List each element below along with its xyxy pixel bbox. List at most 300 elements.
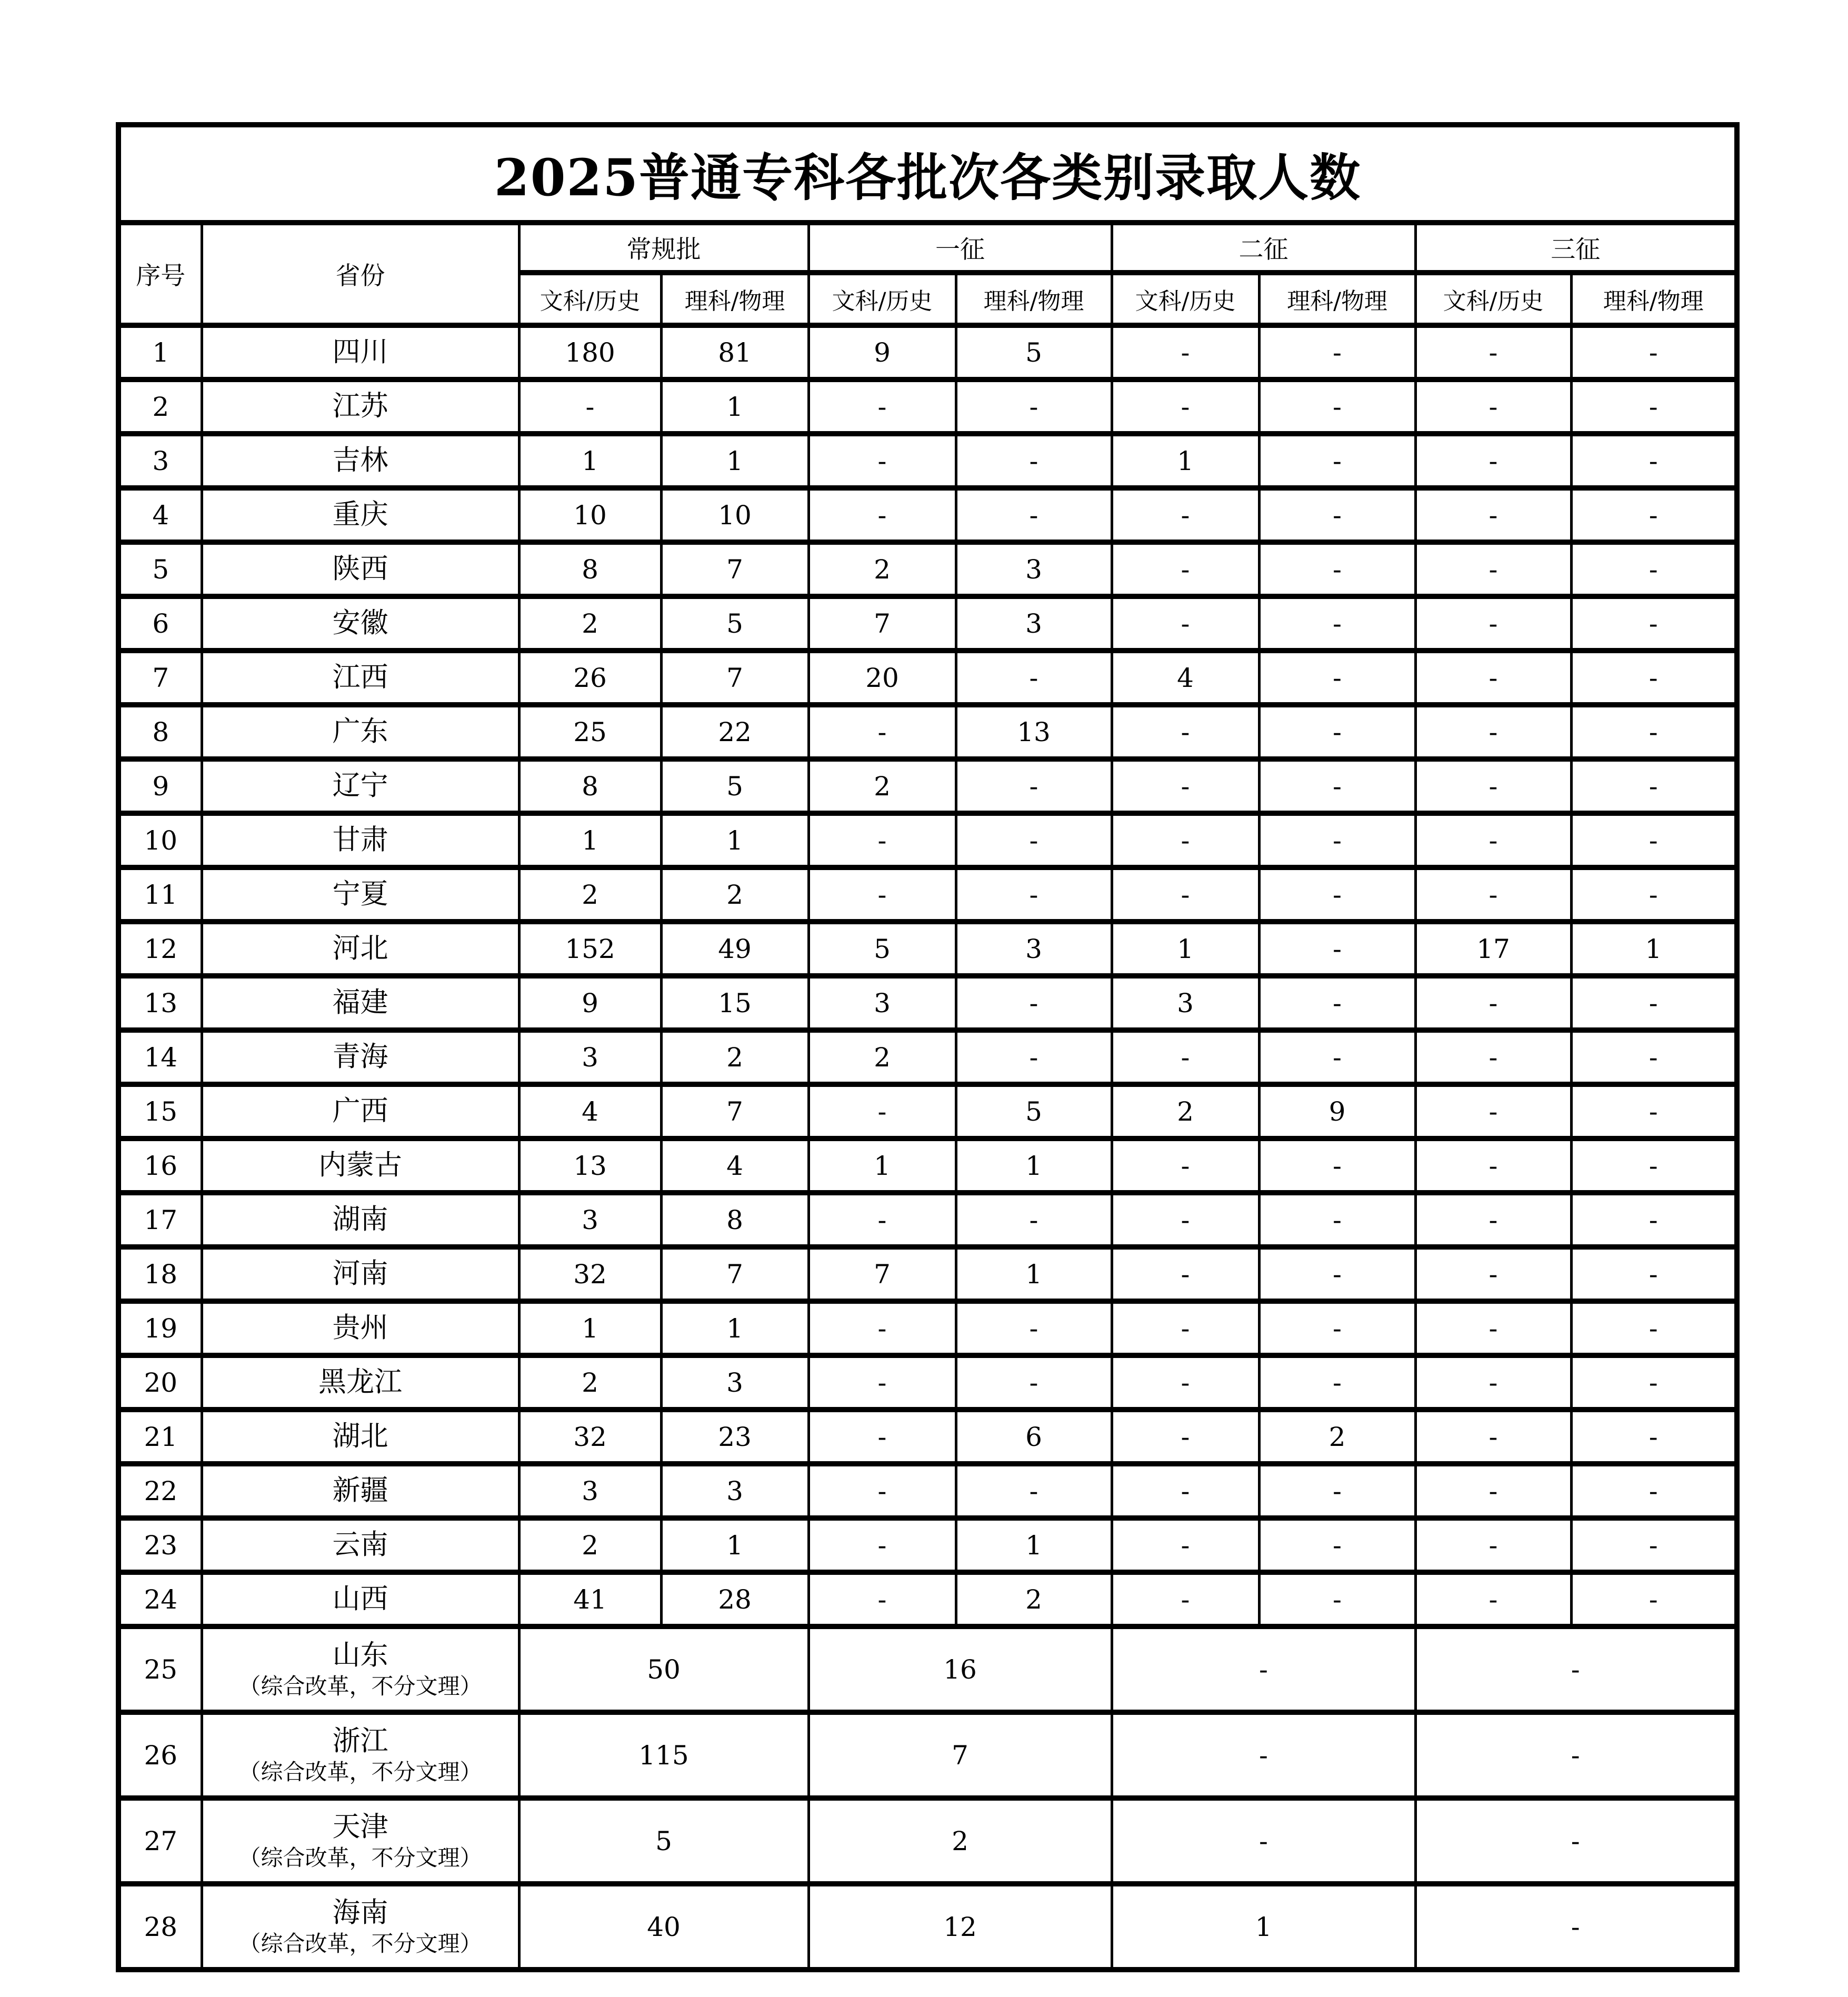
value-cell: - <box>1259 488 1415 542</box>
table-row <box>118 651 1737 705</box>
value-cell: - <box>1112 596 1259 651</box>
table-row <box>118 976 1737 1030</box>
value-cell: 1 <box>661 813 808 867</box>
table-row <box>118 1139 1737 1193</box>
province-cell <box>202 1464 519 1518</box>
value-cell: 5 <box>808 922 956 976</box>
row-number-cell: 12 <box>118 922 202 976</box>
value-cell: - <box>1415 759 1571 813</box>
value-cell: - <box>1571 813 1737 867</box>
value-cell: - <box>1259 1572 1415 1626</box>
value-cell: 3 <box>956 596 1112 651</box>
value-cell: 26 <box>519 651 661 705</box>
province-cell <box>202 867 519 922</box>
row-number-cell: 21 <box>118 1410 202 1464</box>
value-cell: - <box>1415 705 1571 759</box>
province-cell <box>202 1139 519 1193</box>
value-cell: 1 <box>956 1139 1112 1193</box>
table-row <box>118 380 1737 434</box>
province-cell <box>202 922 519 976</box>
province-name: 四川 <box>332 336 388 368</box>
province-name: 福建 <box>332 986 388 1019</box>
row-number-cell: 15 <box>118 1084 202 1139</box>
value-cell: - <box>1415 542 1571 596</box>
value-cell: - <box>1571 705 1737 759</box>
table-body <box>118 325 1737 1970</box>
row-number-cell: 28 <box>118 1884 202 1970</box>
value-cell: 22 <box>661 705 808 759</box>
sub-header-science: 理科/物理 <box>1571 273 1737 325</box>
row-number-cell: 22 <box>118 1464 202 1518</box>
value-cell: - <box>808 705 956 759</box>
value-cell: 9 <box>1259 1084 1415 1139</box>
value-cell: - <box>1571 976 1737 1030</box>
province-cell <box>202 1355 519 1410</box>
value-cell: 5 <box>519 1798 808 1884</box>
value-cell: 7 <box>661 1247 808 1301</box>
value-cell: 5 <box>956 1084 1112 1139</box>
value-cell: - <box>1415 1084 1571 1139</box>
value-cell: - <box>1259 1301 1415 1355</box>
value-cell: - <box>1571 542 1737 596</box>
value-cell: 1 <box>808 1139 956 1193</box>
value-cell: - <box>1415 1355 1571 1410</box>
table-row <box>118 1030 1737 1084</box>
value-cell: - <box>1259 651 1415 705</box>
row-number-cell: 9 <box>118 759 202 813</box>
value-cell: - <box>1259 1139 1415 1193</box>
value-cell: 2 <box>1259 1410 1415 1464</box>
value-cell: - <box>1112 542 1259 596</box>
province-name: 吉林 <box>332 444 388 477</box>
sub-header-science: 理科/物理 <box>661 273 808 325</box>
province-cell <box>202 1247 519 1301</box>
value-cell: - <box>519 380 661 434</box>
title-row <box>118 125 1737 223</box>
province-name: 重庆 <box>332 498 388 531</box>
value-cell: 2 <box>661 867 808 922</box>
value-cell: - <box>1112 813 1259 867</box>
value-cell: 17 <box>1415 922 1571 976</box>
value-cell: 3 <box>661 1355 808 1410</box>
table-row <box>118 325 1737 380</box>
value-cell: - <box>1112 1410 1259 1464</box>
value-cell: - <box>808 488 956 542</box>
value-cell: - <box>1571 488 1737 542</box>
value-cell: 8 <box>661 1193 808 1247</box>
value-cell: - <box>1415 1030 1571 1084</box>
sub-header-science: 理科/物理 <box>1259 273 1415 325</box>
province-name: 内蒙古 <box>318 1149 402 1182</box>
province-cell <box>202 976 519 1030</box>
value-cell: 4 <box>661 1139 808 1193</box>
row-number-cell: 23 <box>118 1518 202 1572</box>
value-cell: 2 <box>661 1030 808 1084</box>
value-cell: - <box>956 488 1112 542</box>
province-name: 江西 <box>332 661 388 694</box>
province-cell <box>202 434 519 488</box>
value-cell: 1 <box>661 434 808 488</box>
value-cell: 115 <box>519 1712 808 1798</box>
value-cell: - <box>1571 1572 1737 1626</box>
value-cell: - <box>1259 867 1415 922</box>
table-row <box>118 488 1737 542</box>
value-cell: 9 <box>808 325 956 380</box>
value-cell: 3 <box>519 1030 661 1084</box>
row-number-cell: 24 <box>118 1572 202 1626</box>
value-cell: 25 <box>519 705 661 759</box>
value-cell: - <box>1571 596 1737 651</box>
province-note: （综合改革，不分文理） <box>238 1845 482 1871</box>
table-row <box>118 542 1737 596</box>
value-cell: - <box>1259 976 1415 1030</box>
value-cell: - <box>1112 1798 1415 1884</box>
value-cell: 40 <box>519 1884 808 1970</box>
value-cell: - <box>1112 1518 1259 1572</box>
value-cell: 4 <box>1112 651 1259 705</box>
value-cell: 3 <box>519 1464 661 1518</box>
province-name: 广东 <box>332 715 388 748</box>
province-cell <box>202 705 519 759</box>
row-number-cell: 17 <box>118 1193 202 1247</box>
province-name: 湖北 <box>332 1420 388 1453</box>
value-cell: 1 <box>661 1518 808 1572</box>
province-name: 黑龙江 <box>318 1366 402 1399</box>
province-cell <box>202 596 519 651</box>
province-cell <box>202 1084 519 1139</box>
table-row <box>118 813 1737 867</box>
province-note: （综合改革，不分文理） <box>238 1673 482 1700</box>
value-cell: - <box>1415 976 1571 1030</box>
value-cell: - <box>808 1193 956 1247</box>
value-cell: - <box>1571 867 1737 922</box>
value-cell: 5 <box>661 759 808 813</box>
value-cell: - <box>956 1355 1112 1410</box>
row-number-cell: 8 <box>118 705 202 759</box>
value-cell: - <box>1415 813 1571 867</box>
value-cell: 3 <box>519 1193 661 1247</box>
value-cell: - <box>808 1084 956 1139</box>
value-cell: - <box>808 1410 956 1464</box>
value-cell: - <box>956 1464 1112 1518</box>
value-cell: - <box>956 651 1112 705</box>
value-cell: - <box>1112 1301 1259 1355</box>
province-cell <box>202 380 519 434</box>
value-cell: - <box>1571 380 1737 434</box>
value-cell: 41 <box>519 1572 661 1626</box>
table-title: 2025普通专科各批次各类别录取人数 <box>118 125 1737 223</box>
table-row <box>118 1798 1737 1884</box>
table-row <box>118 596 1737 651</box>
value-cell: 12 <box>808 1884 1112 1970</box>
value-cell: 2 <box>519 867 661 922</box>
table-row <box>118 1355 1737 1410</box>
value-cell: - <box>808 1301 956 1355</box>
table-row <box>118 1884 1737 1970</box>
value-cell: 5 <box>956 325 1112 380</box>
value-cell: 3 <box>956 542 1112 596</box>
value-cell: - <box>1571 434 1737 488</box>
value-cell: - <box>1259 596 1415 651</box>
province-cell <box>202 1193 519 1247</box>
province-name: 海南 <box>332 1896 388 1929</box>
value-cell: - <box>1415 1884 1737 1970</box>
value-cell: - <box>808 1572 956 1626</box>
value-cell: - <box>956 1193 1112 1247</box>
value-cell: - <box>1259 1518 1415 1572</box>
value-cell: 5 <box>661 596 808 651</box>
value-cell: 9 <box>519 976 661 1030</box>
value-cell: 13 <box>956 705 1112 759</box>
value-cell: 2 <box>808 1030 956 1084</box>
row-number-cell: 2 <box>118 380 202 434</box>
value-cell: 1 <box>956 1518 1112 1572</box>
value-cell: 1 <box>661 380 808 434</box>
row-number-cell: 10 <box>118 813 202 867</box>
value-cell: - <box>1571 1193 1737 1247</box>
province-cell <box>202 542 519 596</box>
province-cell <box>202 759 519 813</box>
value-cell: - <box>1415 1712 1737 1798</box>
province-name: 湖南 <box>332 1203 388 1236</box>
province-name: 浙江 <box>332 1725 388 1758</box>
value-cell: - <box>1415 1410 1571 1464</box>
value-cell: - <box>1112 325 1259 380</box>
value-cell: - <box>1571 1301 1737 1355</box>
value-cell: - <box>1112 705 1259 759</box>
value-cell: - <box>1112 1247 1259 1301</box>
group-header-regular-batch: 常规批 <box>519 223 808 273</box>
value-cell: - <box>1415 1193 1571 1247</box>
value-cell: 3 <box>1112 976 1259 1030</box>
value-cell: 2 <box>1112 1084 1259 1139</box>
table-row <box>118 1464 1737 1518</box>
province-cell <box>202 1798 519 1884</box>
province-cell <box>202 325 519 380</box>
table-row <box>118 434 1737 488</box>
province-name: 广西 <box>332 1095 388 1127</box>
sub-header-arts: 文科/历史 <box>808 273 956 325</box>
value-cell: - <box>956 867 1112 922</box>
value-cell: 7 <box>661 1084 808 1139</box>
sub-header-arts: 文科/历史 <box>1112 273 1259 325</box>
value-cell: 6 <box>956 1410 1112 1464</box>
value-cell: - <box>1415 1798 1737 1884</box>
value-cell: - <box>1415 488 1571 542</box>
value-cell: 1 <box>519 1301 661 1355</box>
value-cell: - <box>1112 1712 1415 1798</box>
row-number-cell: 7 <box>118 651 202 705</box>
province-cell <box>202 813 519 867</box>
table-row <box>118 1247 1737 1301</box>
table-row <box>118 1193 1737 1247</box>
value-cell: - <box>1571 1247 1737 1301</box>
value-cell: 1 <box>956 1247 1112 1301</box>
value-cell: 152 <box>519 922 661 976</box>
table-row <box>118 1410 1737 1464</box>
province-name: 江苏 <box>332 390 388 423</box>
value-cell: 3 <box>661 1464 808 1518</box>
province-cell <box>202 1884 519 1970</box>
value-cell: - <box>1415 1464 1571 1518</box>
value-cell: 2 <box>519 1518 661 1572</box>
row-number-cell: 27 <box>118 1798 202 1884</box>
value-cell: - <box>1112 1030 1259 1084</box>
value-cell: 1 <box>1112 1884 1415 1970</box>
row-number-cell: 14 <box>118 1030 202 1084</box>
province-name: 陕西 <box>332 553 388 585</box>
province-name: 天津 <box>332 1811 388 1843</box>
value-cell: 32 <box>519 1247 661 1301</box>
value-cell: - <box>808 813 956 867</box>
value-cell: - <box>1259 434 1415 488</box>
value-cell: - <box>1112 759 1259 813</box>
value-cell: - <box>956 759 1112 813</box>
province-name: 河北 <box>332 932 388 965</box>
value-cell: 15 <box>661 976 808 1030</box>
value-cell: 1 <box>519 434 661 488</box>
value-cell: 2 <box>519 596 661 651</box>
value-cell: 16 <box>808 1626 1112 1712</box>
value-cell: 49 <box>661 922 808 976</box>
value-cell: - <box>956 1301 1112 1355</box>
value-cell: - <box>1571 1355 1737 1410</box>
value-cell: 1 <box>1571 922 1737 976</box>
value-cell: 1 <box>1112 434 1259 488</box>
value-cell: - <box>1112 1572 1259 1626</box>
value-cell: - <box>808 1518 956 1572</box>
table-row <box>118 705 1737 759</box>
row-number-cell: 3 <box>118 434 202 488</box>
value-cell: - <box>1415 651 1571 705</box>
province-cell <box>202 651 519 705</box>
value-cell: - <box>808 434 956 488</box>
value-cell: - <box>1259 380 1415 434</box>
value-cell: - <box>1112 488 1259 542</box>
value-cell: - <box>956 1030 1112 1084</box>
province-name: 新疆 <box>332 1474 388 1507</box>
province-name: 青海 <box>332 1041 388 1073</box>
value-cell: - <box>956 434 1112 488</box>
table-row <box>118 1084 1737 1139</box>
value-cell: - <box>1415 596 1571 651</box>
value-cell: - <box>1259 1464 1415 1518</box>
value-cell: - <box>1415 1572 1571 1626</box>
table-row <box>118 1572 1737 1626</box>
value-cell: - <box>808 1464 956 1518</box>
province-cell <box>202 1518 519 1572</box>
province-cell <box>202 488 519 542</box>
value-cell: - <box>1112 1193 1259 1247</box>
value-cell: - <box>1259 1247 1415 1301</box>
table-row <box>118 922 1737 976</box>
value-cell: 2 <box>956 1572 1112 1626</box>
value-cell: - <box>956 976 1112 1030</box>
row-number-cell: 20 <box>118 1355 202 1410</box>
value-cell: - <box>1112 1139 1259 1193</box>
group-header-third-call: 三征 <box>1415 223 1737 273</box>
value-cell: - <box>1415 1301 1571 1355</box>
province-cell <box>202 1572 519 1626</box>
value-cell: 2 <box>808 542 956 596</box>
province-name: 辽宁 <box>332 770 388 802</box>
value-cell: - <box>1259 1193 1415 1247</box>
value-cell: 1 <box>1112 922 1259 976</box>
value-cell: - <box>956 380 1112 434</box>
value-cell: - <box>1571 651 1737 705</box>
value-cell: - <box>1571 759 1737 813</box>
value-cell: - <box>1571 1139 1737 1193</box>
province-name: 甘肃 <box>332 824 388 856</box>
value-cell: 13 <box>519 1139 661 1193</box>
value-cell: 2 <box>519 1355 661 1410</box>
value-cell: - <box>1112 867 1259 922</box>
table-row <box>118 759 1737 813</box>
province-name: 山东 <box>332 1639 388 1672</box>
value-cell: 1 <box>661 1301 808 1355</box>
row-number-cell: 5 <box>118 542 202 596</box>
value-cell: - <box>1415 867 1571 922</box>
value-cell: - <box>956 813 1112 867</box>
row-number-cell: 25 <box>118 1626 202 1712</box>
row-number-cell: 13 <box>118 976 202 1030</box>
value-cell: - <box>1259 922 1415 976</box>
province-cell <box>202 1410 519 1464</box>
table-row <box>118 1301 1737 1355</box>
province-name: 安徽 <box>332 607 388 640</box>
value-cell: 20 <box>808 651 956 705</box>
value-cell: - <box>808 380 956 434</box>
province-cell <box>202 1712 519 1798</box>
value-cell: - <box>1259 325 1415 380</box>
value-cell: 3 <box>956 922 1112 976</box>
province-cell <box>202 1301 519 1355</box>
value-cell: 2 <box>808 759 956 813</box>
value-cell: - <box>1112 1626 1415 1712</box>
value-cell: 8 <box>519 542 661 596</box>
value-cell: - <box>1571 1084 1737 1139</box>
value-cell: 10 <box>519 488 661 542</box>
value-cell: 7 <box>808 1247 956 1301</box>
value-cell: - <box>1112 1464 1259 1518</box>
value-cell: - <box>808 867 956 922</box>
value-cell: - <box>1259 813 1415 867</box>
value-cell: 7 <box>661 542 808 596</box>
value-cell: - <box>1112 380 1259 434</box>
province-name: 山西 <box>332 1583 388 1615</box>
value-cell: 50 <box>519 1626 808 1712</box>
admission-table <box>116 122 1740 1972</box>
value-cell: 81 <box>661 325 808 380</box>
value-cell: 7 <box>661 651 808 705</box>
province-cell <box>202 1030 519 1084</box>
value-cell: - <box>1571 325 1737 380</box>
row-number-cell: 6 <box>118 596 202 651</box>
table-row <box>118 1518 1737 1572</box>
value-cell: - <box>1415 1518 1571 1572</box>
province-name: 云南 <box>332 1529 388 1561</box>
value-cell: - <box>1415 380 1571 434</box>
value-cell: 32 <box>519 1410 661 1464</box>
sub-header-arts: 文科/历史 <box>1415 273 1571 325</box>
value-cell: - <box>1571 1410 1737 1464</box>
value-cell: 2 <box>808 1798 1112 1884</box>
value-cell: - <box>1112 1355 1259 1410</box>
group-header-second-call: 二征 <box>1112 223 1415 273</box>
group-header-row <box>118 223 1737 273</box>
value-cell: - <box>1259 705 1415 759</box>
province-note: （综合改革，不分文理） <box>238 1759 482 1785</box>
